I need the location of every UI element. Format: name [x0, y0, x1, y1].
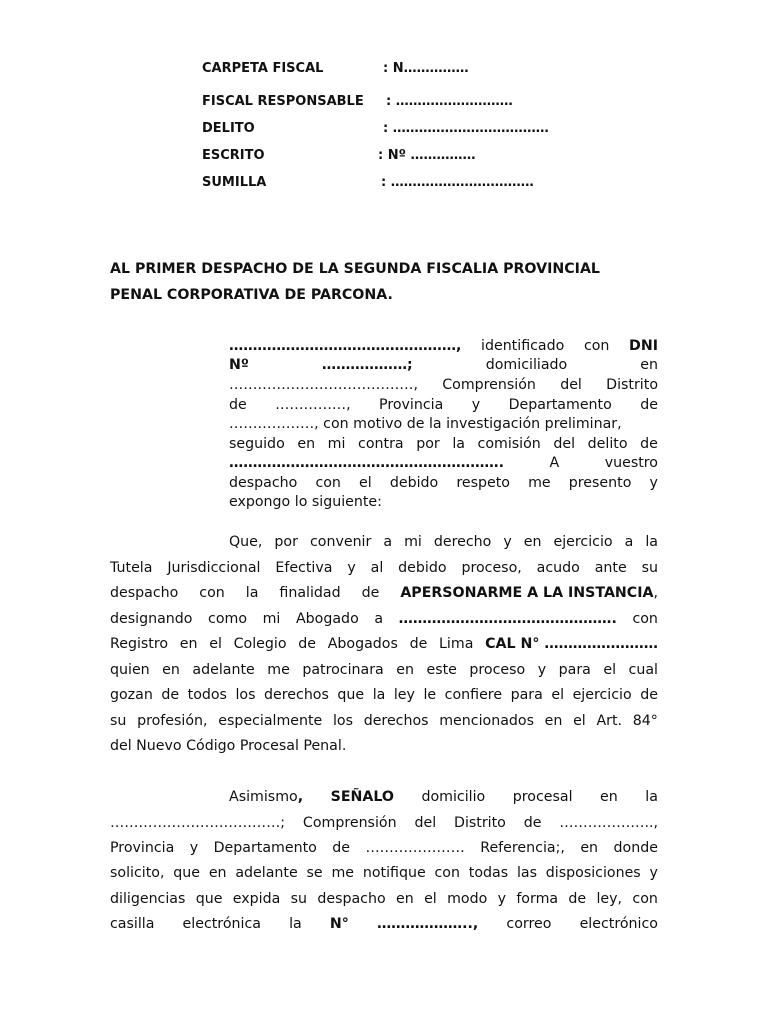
intro-line-8: despacho con el debido respeto me presento y — [229, 475, 658, 491]
intro-line-2: Nº ………………; domiciliado en — [229, 357, 658, 373]
para2-line-6: casilla electrónica la N° ……………….., correo electrónico — [110, 916, 658, 932]
para2-line-1: Asimismo, SEÑALO domicilio procesal en la — [229, 789, 658, 805]
intro-line-9: expongo lo siguiente: — [229, 494, 382, 510]
escrito-value: : Nº …………… — [378, 148, 476, 163]
para1-line-2: Tutela Jurisdiccional Efectiva y al debido proceso, acudo ante su — [110, 560, 658, 576]
para1-line-7: gozan de todos los derechos que la ley le confiere para el ejercicio de — [110, 687, 658, 703]
intro-line-5: ………………, con motivo de la investigación preliminar, — [229, 416, 622, 432]
intro-line-1: …………………………………………, identificado con DNI — [229, 338, 658, 354]
para1-line-5: Registro en el Colegio de Abogados de Lima CAL N° …………………… — [110, 636, 658, 652]
para1-line-1: Que, por convenir a mi derecho y en ejercicio a la — [229, 534, 658, 550]
para2-line-2: ………………………………; Comprensión del Distrito de ……………….., — [110, 815, 658, 831]
para1-line-4: designando como mi Abogado a ………………………………………. con — [110, 611, 658, 627]
para2-line-3: Provincia y Departamento de ………………… Referencia;, en donde — [110, 840, 658, 856]
para1-line-9: del Nuevo Código Procesal Penal. — [110, 738, 347, 754]
delito-value: : ……………………………… — [383, 121, 549, 136]
para1-line-8: su profesión, especialmente los derechos mencionados en el Art. 84° — [110, 713, 658, 729]
addressee-line: PENAL CORPORATIVA DE PARCONA. — [110, 287, 393, 303]
escrito-label: ESCRITO — [202, 148, 265, 163]
carpeta-label: CARPETA FISCAL — [202, 61, 324, 76]
intro-line-7: …………………………………………………. A vuestro — [229, 455, 658, 471]
para1-line-6: quien en adelante me patrocinara en este proceso y para el cual — [110, 662, 658, 678]
para2-line-5: diligencias que expida su despacho en el modo y forma de ley, con — [110, 891, 658, 907]
carpeta-value: : N…………… — [383, 61, 469, 76]
fiscal-label: FISCAL RESPONSABLE — [202, 94, 364, 109]
intro-line-3: …………………………………, Comprensión del Distrito — [229, 377, 658, 393]
addressee-line: AL PRIMER DESPACHO DE LA SEGUNDA FISCALIA PROVINCIAL — [110, 261, 600, 277]
sumilla-value: : …………………………… — [381, 175, 534, 190]
para1-line-3: despacho con la finalidad de APERSONARME A LA INSTANCIA, — [110, 585, 658, 601]
intro-line-4: de ……………, Provincia y Departamento de — [229, 397, 658, 413]
delito-label: DELITO — [202, 121, 255, 136]
intro-line-6: seguido en mi contra por la comisión del delito de — [229, 436, 658, 452]
para2-line-4: solicito, que en adelante se me notifique con todas las disposiciones y — [110, 865, 658, 881]
fiscal-value: : ……………………… — [386, 94, 513, 109]
sumilla-label: SUMILLA — [202, 175, 267, 190]
addressee-heading — [110, 256, 658, 308]
